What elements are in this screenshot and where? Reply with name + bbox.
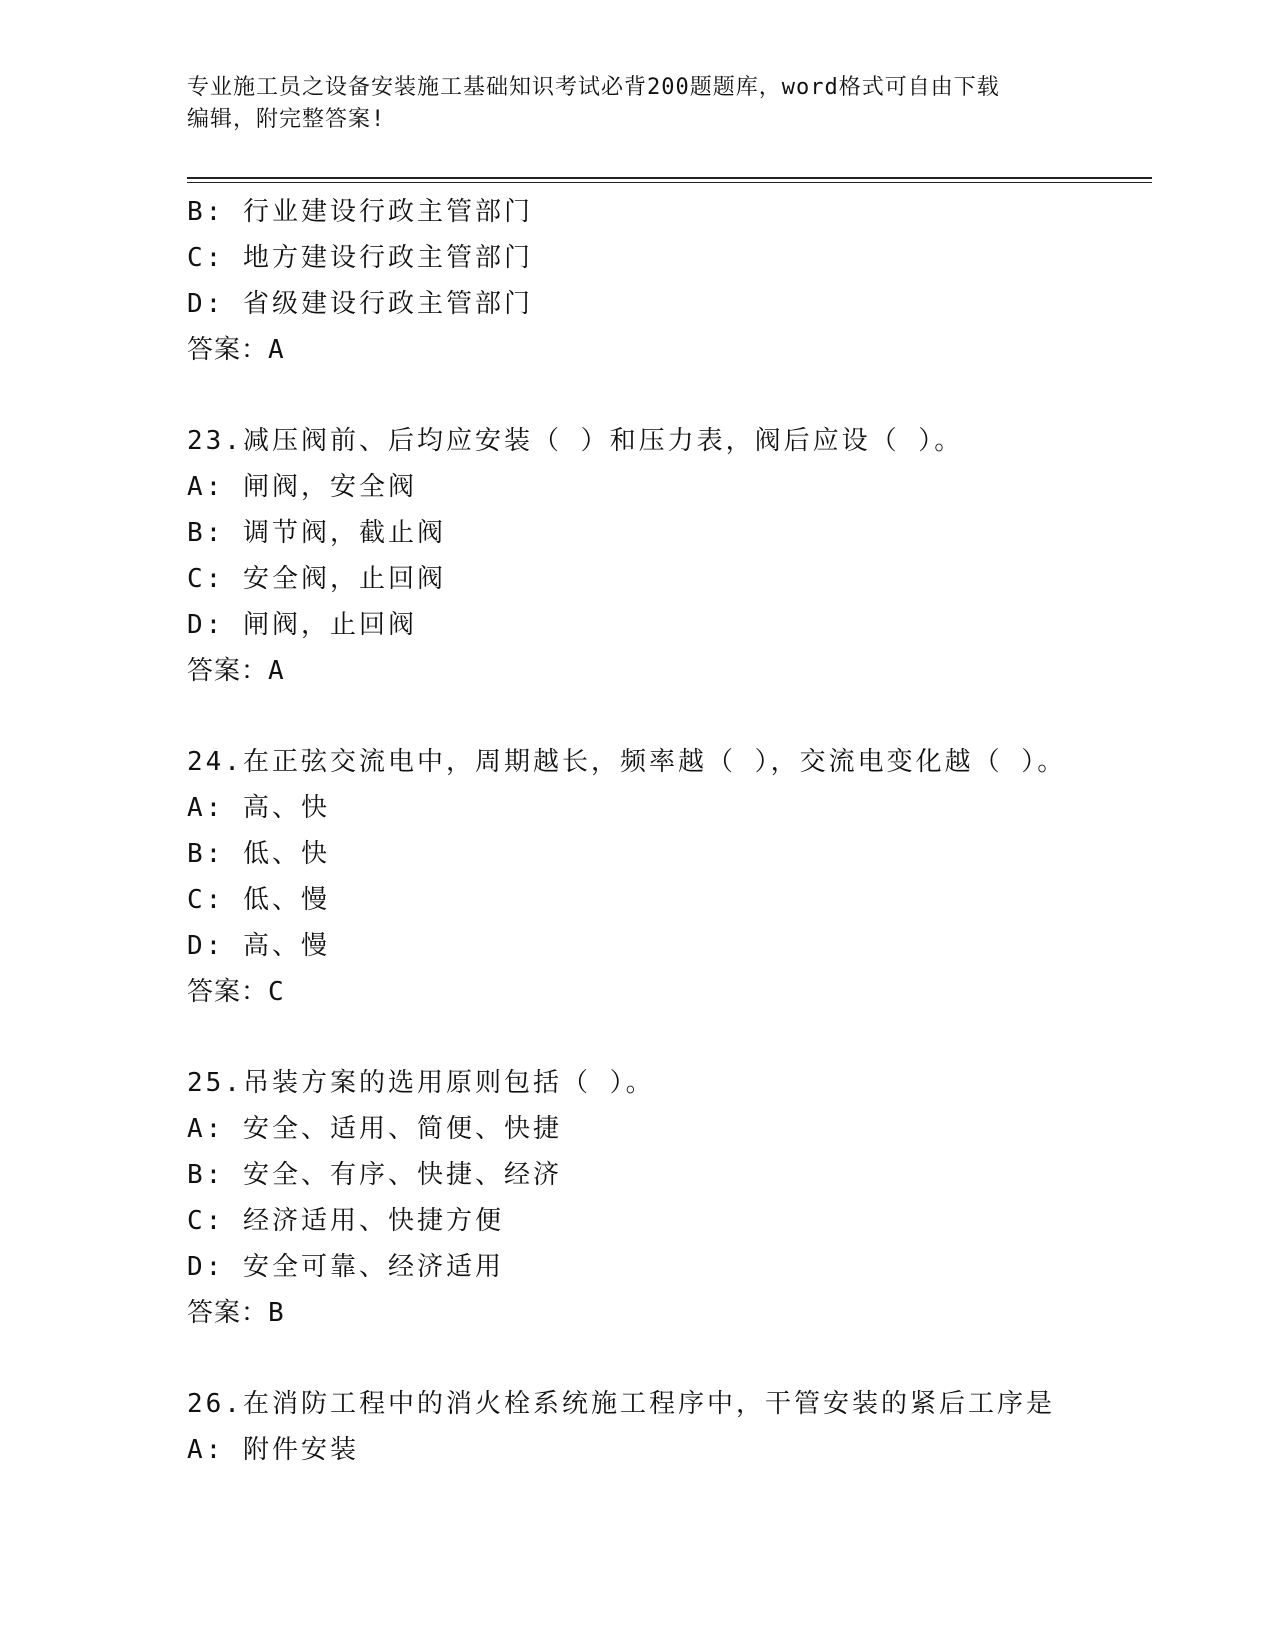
- document-header: [187, 72, 1067, 136]
- option-letter: B:: [187, 1160, 225, 1190]
- spacer: [187, 1015, 1147, 1060]
- answer-line: [187, 969, 1147, 1015]
- option-c: [187, 877, 1147, 923]
- option-letter: C:: [187, 1206, 225, 1236]
- option-c: [187, 556, 1147, 602]
- question-26: [187, 1381, 1147, 1473]
- option-text: 闸阀，安全阀: [242, 472, 417, 502]
- option-text: 低、快: [242, 839, 330, 869]
- header-title-line-2: 编辑，附完整答案!: [187, 107, 386, 132]
- option-text: 地方建设行政主管部门: [242, 243, 533, 273]
- answer-line: [187, 1290, 1147, 1336]
- answer-line: [187, 648, 1147, 694]
- question-number: 25.: [187, 1068, 243, 1098]
- question-22-continued: [187, 189, 1147, 373]
- answer-value: C: [268, 977, 285, 1007]
- option-text: 附件安装: [242, 1435, 359, 1465]
- option-d: [187, 281, 1147, 327]
- answer-label: 答案：: [187, 335, 269, 365]
- option-letter: A:: [187, 1435, 225, 1465]
- option-text: 高、快: [242, 793, 330, 823]
- option-letter: A:: [187, 793, 225, 823]
- answer-label: 答案：: [187, 656, 269, 686]
- option-d: [187, 602, 1147, 648]
- option-b: [187, 510, 1147, 556]
- option-text: 经济适用、快捷方便: [242, 1206, 504, 1236]
- option-text: 高、慢: [242, 931, 330, 961]
- spacer: [187, 373, 1147, 418]
- option-b: [187, 1152, 1147, 1198]
- question-stem: [187, 1060, 1147, 1106]
- option-c: [187, 1198, 1147, 1244]
- option-a: [187, 1427, 1147, 1473]
- answer-label: 答案：: [187, 1298, 269, 1328]
- option-letter: C:: [187, 885, 225, 915]
- question-list: [187, 189, 1147, 1473]
- option-a: [187, 785, 1147, 831]
- header-title-line-1: 专业施工员之设备安装施工基础知识考试必背200题题库，word格式可自由下载: [187, 75, 1000, 100]
- option-letter: D:: [187, 1252, 225, 1282]
- spacer: [187, 1336, 1147, 1381]
- question-text: 吊装方案的选用原则包括（ ）。: [242, 1068, 655, 1098]
- question-text: 在正弦交流电中，周期越长，频率越（ ），交流电变化越（ ）。: [242, 747, 1067, 777]
- option-letter: C:: [187, 243, 225, 273]
- option-letter: B:: [187, 197, 225, 227]
- option-b: [187, 831, 1147, 877]
- option-letter: D:: [187, 931, 225, 961]
- option-text: 安全可靠、经济适用: [242, 1252, 504, 1282]
- option-a: [187, 464, 1147, 510]
- option-text: 安全、适用、简便、快捷: [242, 1114, 562, 1144]
- option-letter: A:: [187, 472, 225, 502]
- option-c: [187, 235, 1147, 281]
- question-stem: [187, 418, 1147, 464]
- option-text: 安全、有序、快捷、经济: [242, 1160, 562, 1190]
- option-d: [187, 1244, 1147, 1290]
- option-letter: B:: [187, 839, 225, 869]
- option-letter: D:: [187, 610, 225, 640]
- option-text: 调节阀，截止阀: [242, 518, 446, 548]
- question-stem: [187, 739, 1147, 785]
- header-divider-thick: [187, 177, 1152, 179]
- option-letter: D:: [187, 289, 225, 319]
- question-number: 24.: [187, 747, 243, 777]
- header-divider-thin: [187, 182, 1152, 183]
- question-number: 26.: [187, 1389, 243, 1419]
- option-text: 低、慢: [242, 885, 330, 915]
- question-stem: [187, 1381, 1147, 1427]
- option-text: 闸阀，止回阀: [242, 610, 417, 640]
- question-number: 23.: [187, 426, 243, 456]
- option-b: [187, 189, 1147, 235]
- option-letter: B:: [187, 518, 225, 548]
- answer-value: B: [268, 1298, 285, 1328]
- question-25: [187, 1060, 1147, 1336]
- option-text: 安全阀，止回阀: [242, 564, 446, 594]
- option-a: [187, 1106, 1147, 1152]
- option-text: 行业建设行政主管部门: [242, 197, 533, 227]
- question-23: [187, 418, 1147, 694]
- answer-line: [187, 327, 1147, 373]
- answer-label: 答案：: [187, 977, 269, 1007]
- option-text: 省级建设行政主管部门: [242, 289, 533, 319]
- answer-value: A: [268, 335, 285, 365]
- question-text: 在消防工程中的消火栓系统施工程序中，干管安装的紧后工序是: [242, 1389, 1055, 1419]
- answer-value: A: [268, 656, 285, 686]
- option-letter: C:: [187, 564, 225, 594]
- option-d: [187, 923, 1147, 969]
- question-24: [187, 739, 1147, 1015]
- spacer: [187, 694, 1147, 739]
- question-text: 减压阀前、后均应安装（ ）和压力表，阀后应设（ ）。: [242, 426, 964, 456]
- option-letter: A:: [187, 1114, 225, 1144]
